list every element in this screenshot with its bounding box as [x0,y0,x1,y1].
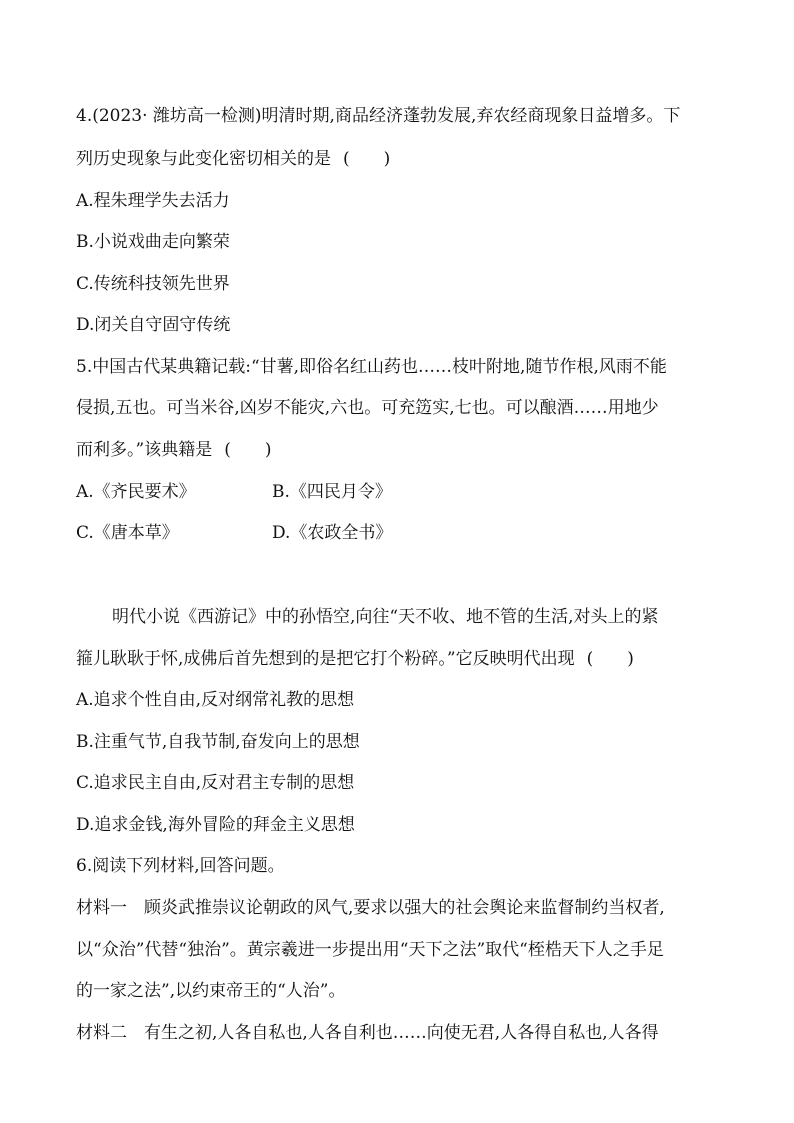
q5-stem-line3 [76,439,720,461]
q4-stem-line2-text: 列历史现象与此变化密切相关的是 [76,149,331,169]
q5-option-d: D.《农政全书》 [272,523,393,543]
q4-option-c: C.传统科技领先世界 [76,274,230,294]
q5-option-b: B.《四民月令》 [272,482,392,502]
q5-stem-line3-text: 而利多。”该典籍是 [76,440,213,460]
qx-stem-line2-text: 箍儿耿耿于怀,成佛后首先想到的是把它打个粉碎。”它反映明代出现 [76,649,575,669]
qx-option-b: B.注重气节,自我节制,奋发向上的思想 [76,732,360,752]
qx-stem-line2 [76,648,720,670]
q5-stem-line1: 5.中国古代某典籍记载:“甘薯,即俗名红山药也……枝叶附地,随节作根,风雨不能 [76,357,667,377]
q6-material1-line1: 材料一 顾炎武推崇议论朝政的风气,要求以强大的社会舆论来监督制约当权者, [76,898,665,918]
q6-material1-line3: 的一家之法”,以约束帝王的“人治”。 [76,981,346,1001]
q4-option-b: B.小说戏曲走向繁荣 [76,232,230,252]
q4-answer-paren: ( ) [343,149,391,169]
q5-stem-line2: 侵损,五也。可当米谷,凶岁不能灾,六也。可充笾实,七也。可以酿酒……用地少 [76,398,659,418]
q4-option-a: A.程朱理学失去活力 [76,191,230,211]
q4-option-d: D.闭关自守固守传统 [76,315,231,335]
qx-stem-line1: 明代小说《西游记》中的孙悟空,向往“天不收、地不管的生活,对头上的紧 [112,607,659,627]
qx-answer-paren: ( ) [586,649,634,669]
q6-material1-line2: 以“众治”代替“独治”。黄宗羲进一步提出用“天下之法”取代“桎梏天下人之手足 [76,940,664,960]
q4-stem-line2 [76,148,720,170]
qx-option-a: A.追求个性自由,反对纲常礼教的思想 [76,690,355,710]
q5-answer-paren: ( ) [224,440,272,460]
q6-material2-line1: 材料二 有生之初,人各自私也,人各自利也……向使无君,人各得自私也,人各得 [76,1023,659,1043]
q6-intro: 6.阅读下列材料,回答问题。 [76,856,285,876]
q4-stem-line1: 4.(2023· 潍坊高一检测)明清时期,商品经济蓬勃发展,弃农经商现象日益增多。下 [76,106,681,126]
q5-option-a: A.《齐民要术》 [76,482,196,502]
qx-option-c: C.追求民主自由,反对君主专制的思想 [76,773,355,793]
qx-option-d: D.追求金钱,海外冒险的拜金主义思想 [76,815,355,835]
q5-option-c: C.《唐本草》 [76,523,179,543]
